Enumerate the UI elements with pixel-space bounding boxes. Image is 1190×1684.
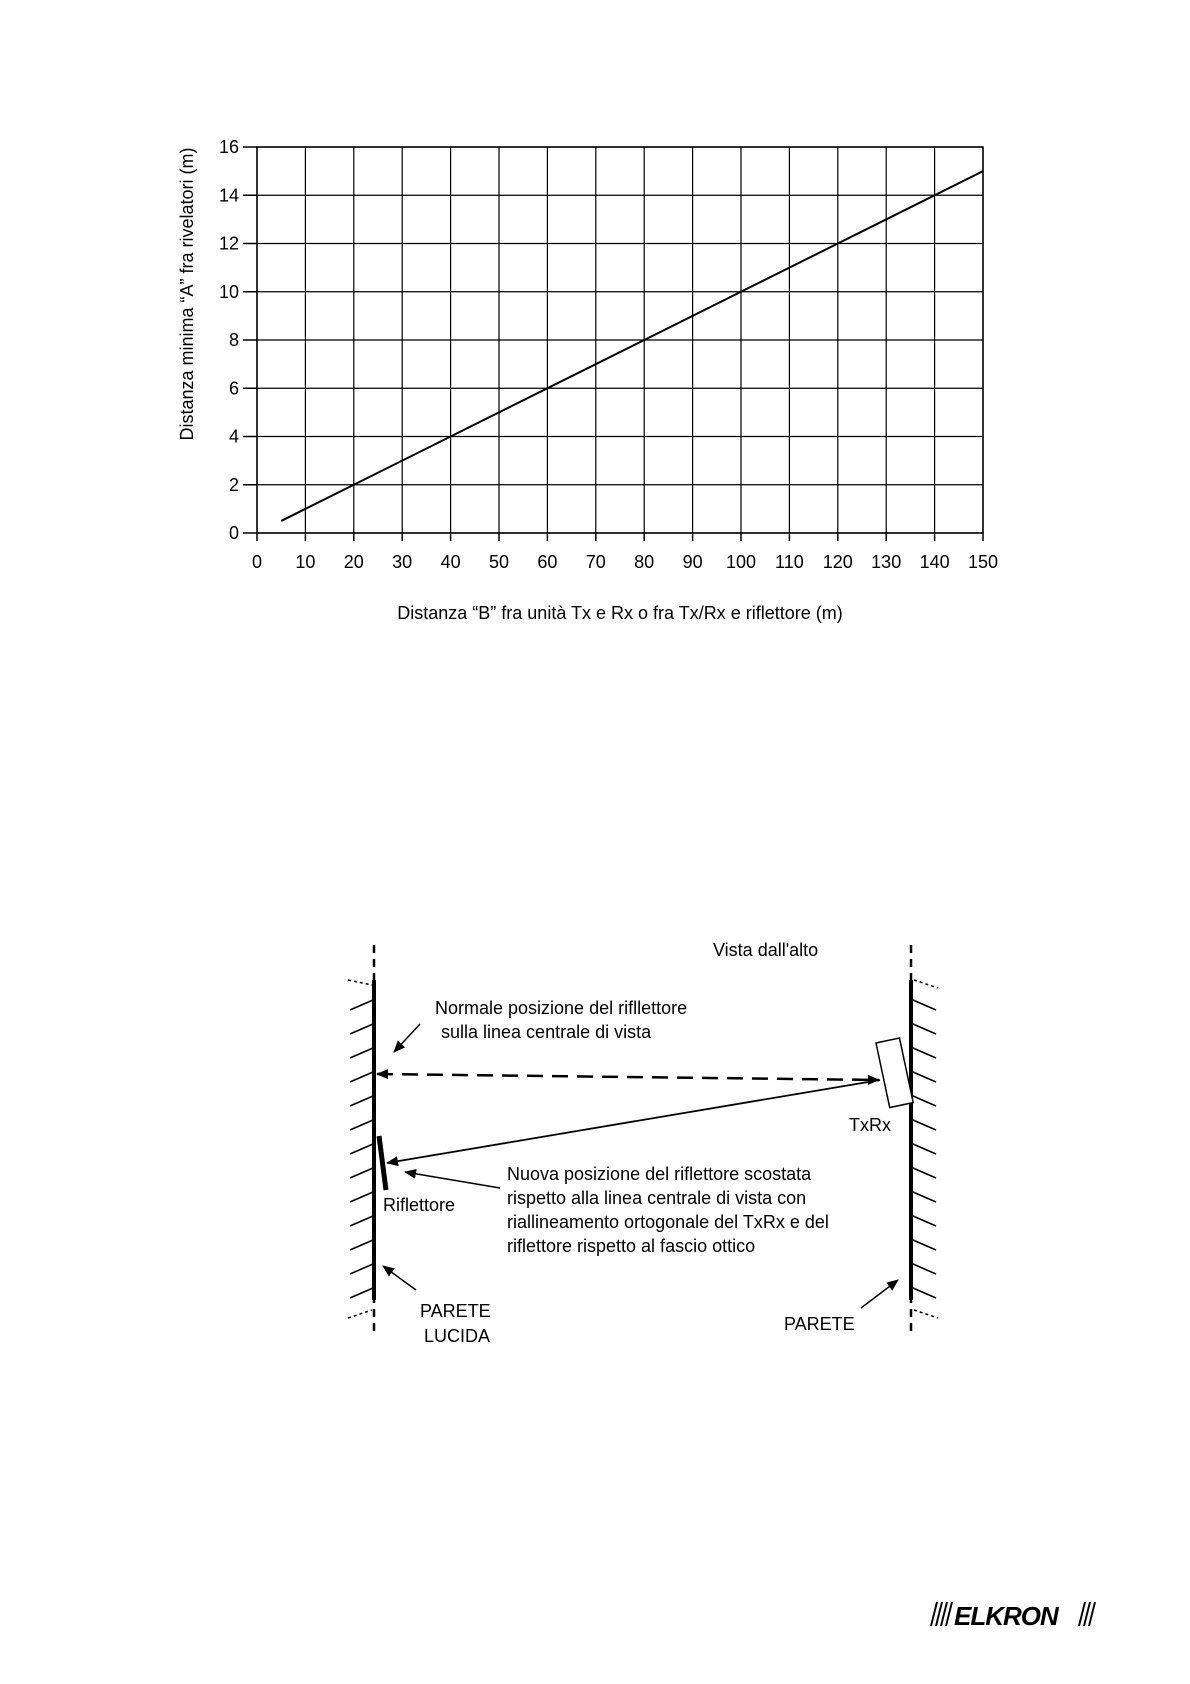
elkron-logo — [928, 1598, 1108, 1630]
x-tick-label: 10 — [295, 552, 316, 572]
beam-to-reflector — [387, 1080, 880, 1163]
right-hatch-line — [913, 1144, 936, 1154]
right-hatch-line — [913, 1048, 936, 1058]
x-tick-label: 140 — [919, 552, 950, 572]
right-wall-hatching — [913, 1000, 936, 1298]
txrx-unit — [876, 1038, 913, 1108]
reflector — [379, 1136, 386, 1190]
left-hatch-line — [350, 1192, 373, 1202]
logo-text: ELKRON — [954, 1601, 1058, 1630]
right-hatch-line — [913, 1072, 936, 1082]
left-wall-pointer — [383, 1266, 416, 1290]
x-tick-label: 150 — [967, 552, 999, 572]
x-tick-label: 60 — [537, 552, 558, 572]
right-hatch-line — [913, 1168, 936, 1178]
y-tick-label: 0 — [228, 523, 239, 543]
right-wall — [911, 945, 938, 1335]
left-hatch-line — [350, 1288, 373, 1298]
center-line-of-sight — [377, 1074, 879, 1080]
x-tick-label: 110 — [775, 552, 804, 572]
x-tick-label: 30 — [392, 552, 413, 572]
normal-position-pointer — [394, 1024, 420, 1052]
left-hatch-line — [350, 1264, 373, 1274]
left-hatch-line — [350, 1000, 373, 1010]
right-hatch-line — [913, 1096, 936, 1106]
left-hatch-line — [350, 1144, 373, 1154]
x-tick-label: 120 — [822, 552, 853, 572]
y-tick-label: 4 — [228, 426, 239, 447]
left-wall-label-2: LUCIDA — [424, 1326, 491, 1346]
y-tick-label: 2 — [228, 474, 239, 495]
y-tick-label: 14 — [218, 185, 239, 206]
right-wall-label: PARETE — [784, 1314, 855, 1334]
right-wall-pointer — [861, 1280, 898, 1308]
new-position-label-1: Nuova posizione del riflettore scostata — [507, 1164, 812, 1184]
right-hatch-line — [913, 1120, 936, 1130]
left-wall-hatching — [350, 1000, 373, 1298]
normal-position-label-1: Normale posizione del rifllettore — [435, 998, 688, 1018]
left-hatch-line — [350, 1048, 373, 1058]
left-wall — [348, 945, 374, 1335]
normal-position-label-2: sulla linea centrale di vista — [441, 1022, 652, 1042]
right-hatch-line — [913, 1024, 936, 1034]
left-hatch-line — [350, 1096, 373, 1106]
txrx-label: TxRx — [849, 1115, 891, 1135]
diagram-title: Vista dall'alto — [713, 940, 819, 960]
x-tick-label: 20 — [343, 552, 364, 572]
left-hatch-line — [350, 1240, 373, 1250]
new-position-pointer — [405, 1172, 500, 1188]
right-hatch-line — [913, 1000, 936, 1010]
new-position-label-4: riflettore rispetto al fascio ottico — [507, 1236, 756, 1256]
left-hatch-line — [350, 1216, 373, 1226]
right-hatch-line — [913, 1216, 936, 1226]
x-tick-label: 130 — [871, 552, 902, 572]
right-hatch-line — [913, 1192, 936, 1202]
right-hatch-line — [913, 1288, 936, 1298]
new-position-label-3: riallineamento ortogonale del TxRx e del — [507, 1212, 829, 1232]
x-tick-label: 70 — [585, 552, 606, 572]
left-hatch-line — [350, 1024, 373, 1034]
y-tick-label: 6 — [228, 378, 239, 399]
x-tick-label: 80 — [634, 552, 655, 572]
y-tick-label: 8 — [228, 330, 239, 350]
left-hatch-line — [350, 1120, 373, 1130]
x-tick-label: 90 — [682, 552, 703, 572]
right-hatch-line — [913, 1240, 936, 1250]
x-tick-label: 40 — [440, 552, 461, 572]
x-tick-label: 0 — [251, 552, 263, 572]
y-axis-title: Distanza minima “A” fra rivelatori (m) — [177, 147, 197, 441]
left-hatch-line — [350, 1168, 373, 1178]
x-tick-label: 50 — [488, 552, 510, 572]
y-tick-label: 12 — [218, 233, 239, 254]
reflector-label: Riflettore — [383, 1195, 456, 1215]
left-wall-label-1: PARETE — [420, 1301, 491, 1321]
y-tick-label: 16 — [218, 137, 239, 157]
new-position-label-2: rispetto alla linea centrale di vista con — [507, 1188, 807, 1208]
y-tick-label: 10 — [218, 281, 239, 302]
x-tick-label: 100 — [725, 552, 757, 572]
left-hatch-line — [350, 1072, 373, 1082]
x-axis-title: Distanza “B” fra unità Tx e Rx o fra Tx/Rx e riflettore (m) — [397, 603, 843, 623]
right-hatch-line — [913, 1264, 936, 1274]
